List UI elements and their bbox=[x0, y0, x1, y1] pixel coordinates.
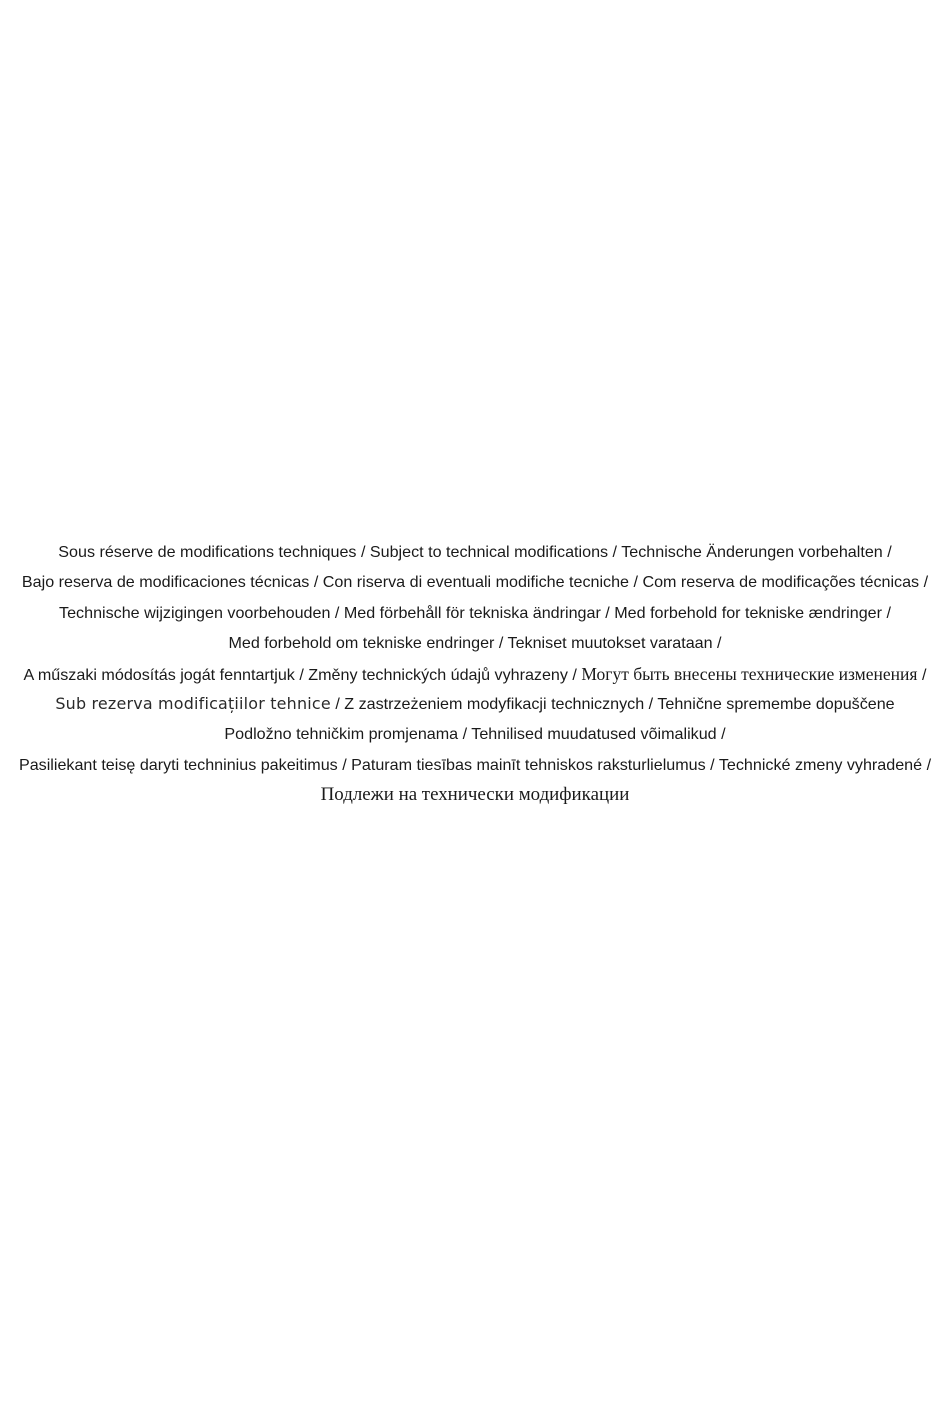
disclaimer-line bbox=[0, 719, 950, 749]
disclaimer-text: / bbox=[917, 665, 927, 684]
disclaimer-text-russian: Могут быть внесены технические изменения bbox=[581, 663, 918, 684]
disclaimer-line bbox=[0, 659, 950, 689]
disclaimer-text: Technische wijzigingen voorbehouden / Med förbehåll för tekniska ändringar / Med forbehold for tekniske ændringer / bbox=[59, 603, 891, 622]
disclaimer-text-bulgarian: Подлежи на технически модификации bbox=[320, 784, 630, 806]
technical-modifications-disclaimer bbox=[0, 537, 950, 811]
disclaimer-text: Podložno tehničkim promjenama / Tehnilised muudatused võimalikud / bbox=[224, 725, 726, 744]
disclaimer-line bbox=[0, 628, 950, 658]
disclaimer-text-romanian: Sub rezerva modificațiilor tehnice bbox=[55, 693, 331, 713]
disclaimer-line bbox=[0, 537, 950, 567]
disclaimer-text: Pasiliekant teisę daryti techninius pakeitimus / Paturam tiesības mainīt tehniskos raksturlielumus / Technické zmeny vyhradené / bbox=[18, 755, 932, 774]
disclaimer-line bbox=[0, 780, 950, 810]
disclaimer-text: Sous réserve de modifications techniques / Subject to technical modifications / Technische Änderungen vorbehalten / bbox=[58, 543, 892, 561]
disclaimer-line bbox=[0, 750, 950, 780]
disclaimer-line bbox=[0, 567, 950, 597]
disclaimer-line bbox=[0, 689, 950, 719]
disclaimer-text: A műszaki módosítás jogát fenntartjuk / Změny technických údajů vyhrazeny / bbox=[23, 665, 582, 684]
disclaimer-text: Bajo reserva de modificaciones técnicas / Con riserva di eventuali modifiche tecniche / Com reserva de modificações técnicas / bbox=[21, 573, 929, 592]
disclaimer-line bbox=[0, 598, 950, 628]
disclaimer-text: Med forbehold om tekniske endringer / Tekniset muutokset varataan / bbox=[228, 634, 722, 653]
disclaimer-text: / Z zastrzeżeniem modyfikacji technicznych / Tehnične spremembe dopuščene bbox=[330, 694, 895, 713]
